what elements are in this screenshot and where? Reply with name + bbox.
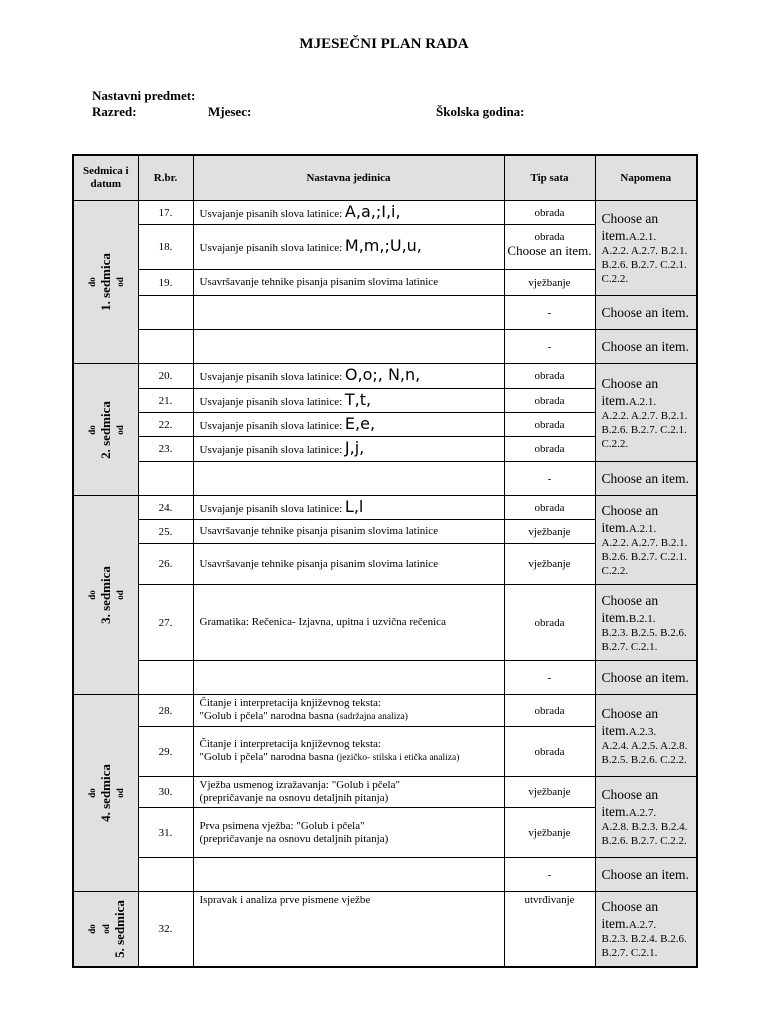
choose-item-text: Choose an item. — [601, 898, 659, 931]
subject-label: Nastavni predmet: — [92, 88, 196, 103]
note-codes: B.2.3. B.2.4. B.2.6. B.2.7. C.2.1. — [601, 932, 687, 959]
choose-item-text: Choose an item. — [601, 339, 689, 354]
note-codes: A.2.2. A.2.7. B.2.1. B.2.6. B.2.7. C.2.1. C.2.2. — [601, 409, 688, 450]
note-dropdown[interactable] — [595, 364, 697, 462]
note-codes: A.2.8. B.2.3. B.2.4. B.2.6. B.2.7. C.2.2. — [601, 821, 688, 847]
week-1-do: do — [86, 277, 97, 287]
row-number: 26. — [138, 544, 193, 585]
type-cell: - — [504, 296, 595, 330]
note-dropdown[interactable] — [595, 296, 697, 330]
note-dropdown[interactable] — [595, 462, 697, 496]
row-number: 28. — [138, 695, 193, 727]
type-text: obrada — [534, 231, 565, 243]
unit-text: "Golub i pčela" narodna basna — [199, 710, 334, 722]
unit-cell — [193, 330, 504, 364]
row-number: 25. — [138, 520, 193, 544]
note-dropdown[interactable] — [595, 858, 697, 892]
note-codes: A.2.2. A.2.7. B.2.1. B.2.6. B.2.7. C.2.1. C.2.2. — [601, 245, 688, 285]
type-cell: vježbanje — [504, 270, 595, 296]
choose-item-text: Choose an item. — [601, 305, 689, 320]
week-1-od: od — [114, 277, 125, 287]
week-2-do: do — [86, 424, 97, 435]
unit-cell — [193, 808, 504, 858]
choose-item-text: Choose an item. — [601, 705, 659, 738]
unit-cell: Usavršavanje tehnike pisanja pisanim slovima latinice — [193, 270, 504, 296]
note-dropdown[interactable] — [595, 777, 697, 858]
table-row — [73, 858, 697, 892]
week-2-cell — [73, 364, 138, 496]
type-cell: obrada — [504, 364, 595, 389]
unit-cell — [193, 413, 504, 437]
unit-text: Usvajanje pisanih slova latinice: — [199, 444, 343, 456]
note-dropdown[interactable] — [595, 201, 697, 296]
unit-cell — [193, 296, 504, 330]
unit-line-2: (prepričavanje na osnovu detaljnih pitanja) — [199, 832, 389, 845]
note-code: A.2.1. — [628, 523, 657, 535]
week-5-od: od — [100, 924, 111, 934]
row-number: 19. — [138, 270, 193, 296]
row-number — [138, 296, 193, 330]
unit-text: Usvajanje pisanih slova latinice: — [199, 207, 343, 220]
note-dropdown[interactable] — [595, 496, 697, 585]
type-cell: obrada — [504, 413, 595, 437]
table-row — [73, 777, 697, 808]
table-row — [73, 892, 697, 967]
note-code: A.2.1. — [628, 395, 657, 408]
unit-text: Usvajanje pisanih slova latinice: — [199, 395, 343, 408]
week-4-label: 4. sedmica — [97, 764, 113, 822]
row-number: 31. — [138, 808, 193, 858]
choose-item-text: Choose an item. — [601, 211, 659, 243]
week-1-cell — [73, 201, 138, 364]
type-cell: obrada — [504, 437, 595, 462]
week-4-do: do — [86, 788, 97, 798]
type-cell: - — [504, 858, 595, 892]
type-cell: obrada — [504, 496, 595, 520]
table-row — [73, 695, 697, 727]
type-cell: obrada — [504, 201, 595, 225]
note-code: A.2.7. — [628, 807, 657, 819]
table-row — [73, 462, 697, 496]
week-2-od: od — [114, 424, 125, 435]
unit-cell — [193, 389, 504, 413]
unit-line-1: Vježba usmenog izražavanja: "Golub i pčela" — [199, 779, 400, 791]
note-code: B.2.1. — [628, 612, 656, 625]
document-title: MJESEČNI PLAN RADA — [299, 36, 469, 52]
unit-cell — [193, 201, 504, 225]
type-cell: - — [504, 661, 595, 695]
week-4-cell — [73, 695, 138, 892]
header-week: Sedmica i datum — [73, 155, 138, 201]
type-cell: utvrđivanje — [504, 892, 595, 967]
type-cell: vježbanje — [504, 808, 595, 858]
row-number: 18. — [138, 225, 193, 270]
note-codes: A.2.4. A.2.5. A.2.8. B.2.5. B.2.6. C.2.2. — [601, 739, 688, 766]
school-year-label: Školska godina: — [436, 104, 525, 119]
unit-cell — [193, 661, 504, 695]
unit-cell — [193, 858, 504, 892]
letters-text: J,j, — [344, 438, 365, 457]
unit-cell — [193, 364, 504, 389]
week-5-do: do — [86, 924, 97, 934]
note-dropdown[interactable] — [595, 892, 697, 967]
unit-line-2 — [200, 710, 498, 724]
type-cell: obrada — [504, 727, 595, 777]
header-row — [73, 155, 697, 201]
week-3-label: 3. sedmica — [97, 566, 113, 624]
choose-item-text: Choose an item. — [601, 471, 689, 486]
unit-line-1: Prva psimena vježba: "Golub i pčela" — [199, 819, 365, 832]
header-nr: R.br. — [138, 155, 193, 201]
row-number — [138, 661, 193, 695]
type-cell: - — [504, 462, 595, 496]
unit-cell — [193, 462, 504, 496]
choose-item-text: Choose an item. — [601, 592, 659, 625]
row-number — [138, 858, 193, 892]
choose-item-text: Choose an item. — [601, 867, 689, 882]
unit-text: Usvajanje pisanih slova latinice: — [199, 419, 343, 432]
note-dropdown[interactable] — [595, 695, 697, 777]
row-number — [138, 462, 193, 496]
type-cell: obrada — [504, 695, 595, 727]
unit-cell — [193, 225, 504, 270]
unit-cell — [193, 727, 504, 777]
header-unit: Nastavna jedinica — [193, 155, 504, 201]
table-row — [73, 201, 697, 225]
note-dropdown[interactable] — [595, 585, 697, 661]
week-3-cell — [73, 496, 138, 695]
unit-cell: Usavršavanje tehnike pisanja pisanim slovima latinice — [193, 544, 504, 585]
choose-item-text: Choose an item. — [601, 503, 659, 535]
month-label: Mjesec: — [208, 104, 252, 119]
note-code: A.2.7. — [628, 918, 657, 931]
header-note: Napomena — [595, 155, 697, 201]
note-codes: A.2.2. A.2.7. B.2.1. B.2.6. B.2.7. C.2.1. C.2.2. — [601, 537, 688, 577]
type-cell: obrada — [504, 585, 595, 661]
row-number: 30. — [138, 777, 193, 808]
note-dropdown[interactable] — [595, 330, 697, 364]
unit-note: (jezičko- stilska i etička analiza) — [336, 753, 460, 763]
header-type: Tip sata — [504, 155, 595, 201]
table-row — [73, 585, 697, 661]
type-cell: vježbanje — [504, 777, 595, 808]
choose-item-text: Choose an item. — [601, 375, 659, 408]
week-1-label: 1. sedmica — [97, 253, 113, 311]
row-number: 23. — [138, 437, 193, 462]
type-cell: vježbanje — [504, 520, 595, 544]
unit-cell: Gramatika: Rečenica- Izjavna, upitna i uzvična rečenica — [193, 585, 504, 661]
note-codes: B.2.3. B.2.5. B.2.6. B.2.7. C.2.1. — [601, 626, 687, 653]
week-5-label: 5. sedmica — [111, 899, 127, 958]
letters-text: A,a,;I,i, — [344, 201, 401, 221]
unit-cell: Ispravak i analiza prve pismene vježbe — [193, 892, 504, 967]
choose-item-text: Choose an item. — [601, 787, 659, 819]
unit-cell — [193, 496, 504, 520]
row-number: 24. — [138, 496, 193, 520]
choose-item-text: Choose an item. — [507, 243, 592, 258]
letters-text: M,m,;U,u, — [344, 236, 422, 255]
unit-cell — [193, 777, 504, 808]
unit-cell — [193, 695, 504, 727]
unit-text: "Golub i pčela" narodna basna — [199, 751, 334, 763]
table-row — [73, 330, 697, 364]
letters-text: O,o;, N,n, — [344, 365, 421, 384]
row-number — [138, 330, 193, 364]
class-label: Razred: — [92, 104, 137, 119]
unit-text: Usvajanje pisanih slova latinice: — [199, 242, 343, 254]
type-cell[interactable] — [504, 225, 595, 270]
unit-text: Usvajanje pisanih slova latinice: — [199, 371, 343, 383]
type-cell: - — [504, 330, 595, 364]
week-3-od: od — [114, 590, 125, 600]
week-5-cell — [73, 892, 138, 967]
note-code: A.2.3. — [628, 725, 657, 738]
choose-item-text: Choose an item. — [601, 670, 689, 685]
type-cell: vježbanje — [504, 544, 595, 585]
letters-text: E,e, — [344, 413, 376, 433]
unit-line-2 — [200, 751, 498, 765]
row-number: 20. — [138, 364, 193, 389]
unit-text: Usvajanje pisanih slova latinice: — [199, 502, 343, 515]
table-row — [73, 661, 697, 695]
week-3-do: do — [86, 590, 97, 600]
unit-note: (sadržajna analiza) — [336, 712, 408, 722]
unit-line-2: (prepričavanje na osnovu detaljnih pitanja) — [199, 792, 389, 804]
letters-text: T,t, — [344, 389, 372, 409]
row-number: 17. — [138, 201, 193, 225]
week-2-label: 2. sedmica — [97, 400, 113, 459]
type-cell: obrada — [504, 389, 595, 413]
table-row — [73, 296, 697, 330]
row-number: 22. — [138, 413, 193, 437]
week-4-od: od — [114, 788, 125, 798]
unit-line-1: Čitanje i interpretacija književnog teksta: — [199, 738, 381, 750]
unit-cell — [193, 437, 504, 462]
unit-line-1: Čitanje i interpretacija književnog teksta: — [199, 697, 381, 709]
table-row — [73, 364, 697, 389]
row-number: 27. — [138, 585, 193, 661]
row-number: 32. — [138, 892, 193, 967]
row-number: 29. — [138, 727, 193, 777]
letters-text: L,l — [344, 496, 364, 516]
unit-cell: Usavršavanje tehnike pisanja pisanim slovima latinice — [193, 520, 504, 544]
note-code: A.2.1. — [628, 231, 657, 243]
row-number: 21. — [138, 389, 193, 413]
table-row — [73, 496, 697, 520]
note-dropdown[interactable] — [595, 661, 697, 695]
plan-table — [72, 154, 698, 968]
